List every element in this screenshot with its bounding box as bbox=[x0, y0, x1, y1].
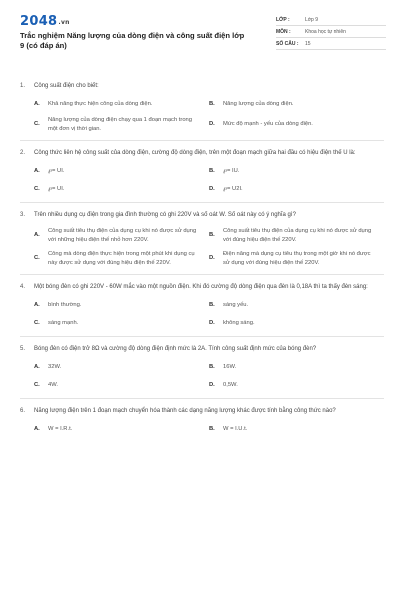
option-letter: D. bbox=[209, 381, 215, 388]
answer-option-a[interactable] bbox=[34, 420, 209, 438]
question-5 bbox=[20, 337, 384, 399]
meta-count-value: 15 bbox=[305, 41, 311, 47]
answer-option-b[interactable] bbox=[209, 358, 384, 376]
option-text: ℘= IU. bbox=[223, 167, 240, 174]
answer-option-b[interactable] bbox=[209, 420, 384, 438]
option-text: ℘= UI. bbox=[48, 167, 65, 174]
option-text: Năng lượng của dòng điện. bbox=[223, 100, 294, 107]
option-text: ℘= UI. bbox=[48, 185, 65, 192]
answer-option-d[interactable] bbox=[209, 376, 384, 394]
question-text bbox=[20, 211, 384, 220]
answer-options bbox=[20, 420, 384, 438]
option-letter: A. bbox=[34, 232, 40, 239]
quiz-meta-table bbox=[276, 14, 386, 50]
option-text: sáng yếu. bbox=[223, 301, 249, 308]
option-text: Năng lượng của dòng điện chạy qua 1 đoạn mạch trong một đơn vị thời gian. bbox=[48, 117, 193, 132]
answer-option-d[interactable] bbox=[209, 180, 384, 198]
answer-options bbox=[20, 162, 384, 198]
option-text: Công mà dòng điện thực hiện trong một phút khi dụng cụ này được sử dụng với đúng hiệu điện thế 220V. bbox=[48, 251, 195, 266]
option-letter: B. bbox=[209, 100, 215, 107]
option-text: 0,5W. bbox=[223, 381, 238, 388]
question-number: 6. bbox=[20, 408, 26, 414]
meta-class-label: LỚP : bbox=[276, 17, 290, 23]
answer-option-c[interactable] bbox=[34, 376, 209, 394]
answer-options bbox=[20, 296, 384, 332]
option-text: W = I.R.t. bbox=[48, 425, 73, 432]
page-title: Trắc nghiệm Năng lượng của dòng điện và công suất điện lớp 9 (có đáp án) bbox=[20, 31, 245, 50]
option-letter: C. bbox=[34, 185, 40, 192]
question-body: Công suất điện cho biết: bbox=[34, 83, 99, 89]
option-letter: A. bbox=[34, 363, 40, 370]
answer-option-b[interactable] bbox=[209, 162, 384, 180]
logo-suffix: .vn bbox=[58, 19, 70, 26]
answer-option-d[interactable] bbox=[209, 314, 384, 332]
option-text: Khả năng thực hiện công của dòng điện. bbox=[48, 100, 153, 107]
meta-row-subject bbox=[276, 26, 386, 38]
option-text: Công suất tiêu thụ điện của dụng cụ khi nó được sử dụng với đúng hiệu điện thế 220V. bbox=[223, 228, 372, 243]
question-body: Trên nhiều dụng cụ điện trong gia đình thường có ghi 220V và số oát W. Số oát này có ý nghĩa gì? bbox=[34, 212, 296, 218]
meta-subject-value: Khoa học tự nhiên bbox=[305, 29, 346, 35]
option-letter: B. bbox=[209, 167, 215, 174]
question-3 bbox=[20, 203, 384, 275]
answer-option-d[interactable] bbox=[209, 113, 384, 136]
option-text: 32W. bbox=[48, 363, 62, 370]
question-text bbox=[20, 82, 384, 91]
meta-subject-label: MÔN : bbox=[276, 29, 291, 35]
question-body: Bóng đèn có điện trở 8Ω và cường độ dòng điện định mức là 2A. Tính công suất định mức của bóng đèn? bbox=[34, 346, 317, 352]
question-6 bbox=[20, 399, 384, 442]
question-1 bbox=[20, 72, 384, 141]
question-number: 2. bbox=[20, 150, 26, 156]
option-text: 16W. bbox=[223, 363, 237, 370]
option-letter: D. bbox=[209, 319, 215, 326]
question-text bbox=[20, 407, 384, 416]
answer-options bbox=[20, 358, 384, 394]
meta-count-label: SỐ CÂU : bbox=[276, 41, 299, 47]
option-text: ℘= U2I. bbox=[223, 185, 243, 192]
question-4 bbox=[20, 275, 384, 337]
option-letter: D. bbox=[209, 255, 215, 262]
option-letter: A. bbox=[34, 100, 40, 107]
answer-options bbox=[20, 95, 384, 136]
option-text: Công suất tiêu thụ điện của dụng cụ khi nó được sử dụng với những hiệu điện thế nhỏ hơn 220V. bbox=[48, 228, 197, 243]
option-letter: B. bbox=[209, 425, 215, 432]
question-number: 5. bbox=[20, 346, 26, 352]
option-letter: C. bbox=[34, 255, 40, 262]
option-letter: B. bbox=[209, 232, 215, 239]
option-letter: C. bbox=[34, 121, 40, 128]
answer-option-a[interactable] bbox=[34, 358, 209, 376]
option-text: W = I.U.t. bbox=[223, 425, 248, 432]
answer-option-a[interactable] bbox=[34, 296, 209, 314]
option-letter: D. bbox=[209, 185, 215, 192]
question-text bbox=[20, 345, 384, 354]
question-body: Năng lượng điện trên 1 đoạn mạch chuyển hóa thành các dạng năng lượng khác được tính bằng công thức nào? bbox=[34, 408, 336, 414]
question-list bbox=[20, 72, 384, 442]
option-letter: D. bbox=[209, 121, 215, 128]
option-letter: C. bbox=[34, 319, 40, 326]
answer-option-c[interactable] bbox=[34, 314, 209, 332]
question-body: Công thức liên hệ công suất của dòng điện, cường độ dòng điện, trên một đoạn mạch giữa hai đầu có hiệu điện thế U là: bbox=[34, 150, 356, 156]
answer-options bbox=[20, 224, 384, 270]
answer-option-a[interactable] bbox=[34, 95, 209, 113]
question-2 bbox=[20, 141, 384, 203]
answer-option-c[interactable] bbox=[34, 113, 209, 136]
logo-text: 2048 bbox=[20, 14, 58, 29]
answer-option-a[interactable] bbox=[34, 224, 209, 247]
option-letter: A. bbox=[34, 301, 40, 308]
question-number: 3. bbox=[20, 212, 26, 218]
question-text bbox=[20, 149, 384, 158]
site-logo[interactable] bbox=[20, 14, 70, 29]
option-letter: B. bbox=[209, 301, 215, 308]
meta-row-class bbox=[276, 14, 386, 26]
option-letter: A. bbox=[34, 425, 40, 432]
meta-row-count bbox=[276, 38, 386, 50]
option-letter: A. bbox=[34, 167, 40, 174]
answer-option-c[interactable] bbox=[34, 247, 209, 270]
page-header bbox=[20, 14, 384, 62]
option-text: sáng mạnh. bbox=[48, 319, 79, 326]
answer-option-d[interactable] bbox=[209, 247, 384, 270]
answer-option-b[interactable] bbox=[209, 224, 384, 247]
option-text: 4W. bbox=[48, 381, 58, 388]
question-number: 1. bbox=[20, 83, 26, 89]
option-text: Mức độ mạnh - yếu của dòng điện. bbox=[223, 121, 313, 128]
option-letter: B. bbox=[209, 363, 215, 370]
question-number: 4. bbox=[20, 284, 26, 290]
answer-option-c[interactable] bbox=[34, 180, 209, 198]
option-text: không sáng. bbox=[223, 319, 255, 326]
answer-option-b[interactable] bbox=[209, 296, 384, 314]
meta-class-value: Lớp 9 bbox=[305, 17, 319, 23]
answer-option-b[interactable] bbox=[209, 95, 384, 113]
option-letter: C. bbox=[34, 381, 40, 388]
question-text bbox=[20, 283, 384, 292]
option-text: Điện năng mà dụng cụ tiêu thụ trong một giờ khi nó được sử dụng với đúng hiệu điện thế 220V. bbox=[223, 251, 371, 266]
answer-option-a[interactable] bbox=[34, 162, 209, 180]
question-body: Một bóng đèn có ghi 220V - 60W mắc vào một nguồn điện. Khi đó cường độ dòng điện qua đèn là 0,18A thì ta thấy đèn sáng: bbox=[34, 284, 368, 290]
option-text: bình thường. bbox=[48, 301, 82, 308]
